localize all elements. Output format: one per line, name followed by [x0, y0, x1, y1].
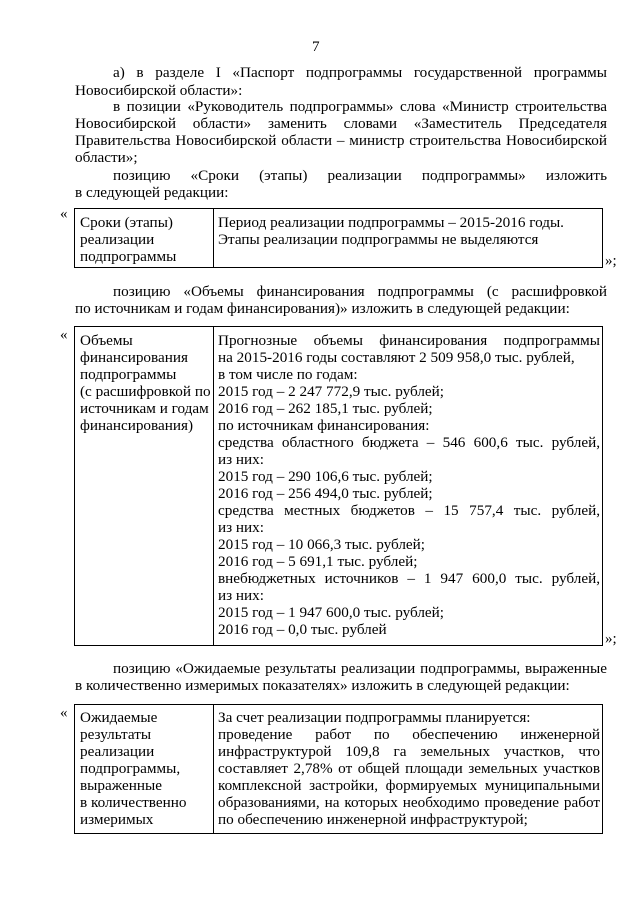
table3-left-line: выраженные	[80, 777, 162, 794]
table2-right-line: средства местных бюджетов – 15 757,4 тыс. рублей,	[218, 502, 600, 519]
table1-right-line: Этапы реализации подпрограммы не выделяются	[218, 231, 539, 248]
table2-left-line: подпрограммы	[80, 366, 177, 383]
table1-left-line: подпрограммы	[80, 248, 177, 265]
table3-right-line: комплексной застройки, формируемых муниципальными	[218, 777, 600, 794]
table3-right-line: проведение работ по обеспечению инженерной	[218, 726, 600, 743]
table3-right-line: по обеспечению инженерной инфраструктурой;	[218, 811, 528, 828]
table1-left-line: реализации	[80, 231, 155, 248]
table1-left-line: Сроки (этапы)	[80, 214, 173, 231]
table3-right-line: инфраструктурой 109,8 га земельных участков, что	[218, 743, 600, 760]
table2-right-line: из них:	[218, 451, 264, 468]
table2-right-line: 2016 год – 0,0 тыс. рублей	[218, 621, 387, 638]
table2-right-line: средства областного бюджета – 546 600,6 тыс. рублей,	[218, 434, 600, 451]
paragraph-head-line-1: в позиции «Руководитель подпрограммы» слова «Министр строительства	[113, 98, 607, 115]
table2-right-line: 2016 год – 262 185,1 тыс. рублей;	[218, 400, 433, 417]
table2-right-line: в том числе по годам:	[218, 366, 358, 383]
table3-right-line: образованиями, на которых необходимо проведение работ	[218, 794, 600, 811]
table3-left-line: измеримых	[80, 811, 154, 828]
table2-left-line: Объемы	[80, 332, 133, 349]
table3-left-line: в количественно	[80, 794, 187, 811]
table2-open-quote: «	[60, 327, 68, 343]
table2-right-line: на 2015-2016 годы составляют 2 509 958,0 тыс. рублей,	[218, 349, 575, 366]
table2-right-line: 2015 год – 290 106,6 тыс. рублей;	[218, 468, 433, 485]
paragraph-head-line-3: Правительства Новосибирской области – министр строительства Новосибирской	[75, 132, 607, 149]
table2-right-line: из них:	[218, 519, 264, 536]
table1-open-quote: «	[60, 206, 68, 222]
paragraph-terms-line-1: позицию «Сроки (этапы) реализации подпрограммы» изложить	[113, 167, 607, 184]
table3-right-line: составляет 2,78% от общей площади земельных участков	[218, 760, 600, 777]
table2-left-line: финансирования	[80, 349, 188, 366]
table2-right-line: 2015 год – 1 947 600,0 тыс. рублей;	[218, 604, 445, 621]
paragraph-terms-line-2: в следующей редакции:	[75, 184, 229, 201]
table2-left-line: источникам и годам	[80, 400, 209, 417]
table3-left-line: подпрограммы,	[80, 760, 181, 777]
table3-left-line: Ожидаемые	[80, 709, 158, 726]
table2-right-line: 2016 год – 256 494,0 тыс. рублей;	[218, 485, 433, 502]
table2-right-line: внебюджетных источников – 1 947 600,0 тыс. рублей,	[218, 570, 600, 587]
table2-right-line: Прогнозные объемы финансирования подпрограммы	[218, 332, 600, 349]
paragraph-funding-line-2: по источникам и годам финансирования)» изложить в следующей редакции:	[75, 300, 570, 317]
paragraph-head-line-2: Новосибирской области» заменить словами «Заместитель Председателя	[75, 115, 607, 132]
table2-close-quote: »;	[605, 631, 617, 647]
table3-right-line: За счет реализации подпрограммы планируется:	[218, 709, 531, 726]
table2-right-line: по источникам финансирования:	[218, 417, 430, 434]
table3-left-line: результаты	[80, 726, 152, 743]
table1	[74, 208, 603, 268]
paragraph-head-line-4: области»;	[75, 149, 138, 166]
table2-right-line: 2015 год – 2 247 772,9 тыс. рублей;	[218, 383, 445, 400]
paragraph-a-line-2: Новосибирской области»:	[75, 82, 243, 99]
table3-left-line: реализации	[80, 743, 155, 760]
table2	[74, 326, 603, 646]
table3-open-quote: «	[60, 705, 68, 721]
paragraph-results-line-1: позицию «Ожидаемые результаты реализации подпрограммы, выраженные	[113, 660, 607, 677]
table2-right-line: из них:	[218, 587, 264, 604]
table1-right-line: Период реализации подпрограммы – 2015-2016 годы.	[218, 214, 564, 231]
table1-close-quote: »;	[605, 253, 617, 269]
table3	[74, 704, 603, 834]
table2-left-line: финансирования)	[80, 417, 194, 434]
table2-right-line: 2015 год – 10 066,3 тыс. рублей;	[218, 536, 426, 553]
paragraph-funding-line-1: позицию «Объемы финансирования подпрограммы (с расшифровкой	[113, 283, 607, 300]
page-number: 7	[312, 38, 320, 55]
paragraph-results-line-2: в количественно измеримых показателях» изложить в следующей редакции:	[75, 677, 570, 694]
table2-left-line: (с расшифровкой по	[80, 383, 211, 400]
paragraph-a-line-1: а) в разделе I «Паспорт подпрограммы государственной программы	[113, 64, 607, 81]
table2-right-line: 2016 год – 5 691,1 тыс. рублей;	[218, 553, 418, 570]
